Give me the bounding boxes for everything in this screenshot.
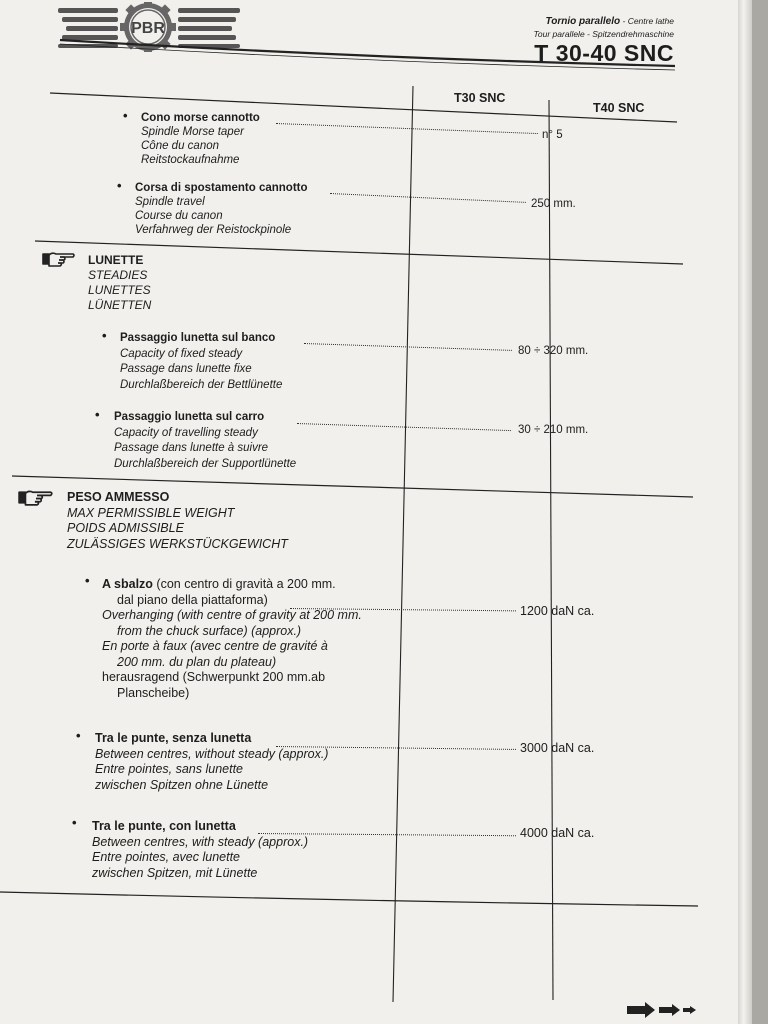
entry-a-sbalzo: A sbalzo (con centro di gravità a 200 mm. dal piano della piattaforma) Overhanging (with centre of gravity at 200 mm. from the chuck surface) (approx.) En porte à faux (avec centre de gravité à 200 mm. du plan du plateau) herausragend (Schwerpunkt 200 mm.ab Planscheibe) <box>102 577 362 700</box>
arrow-right-icon[interactable] <box>627 1001 697 1019</box>
value-lunetta-banco: 80 ÷ 320 mm. <box>518 345 589 357</box>
entry-lunetta-carro: Passaggio lunetta sul carro Capacity of travelling steady Passage dans lunette à suivre Durchlaßbereich der Supportlünette <box>114 411 297 470</box>
value-cono-morse: n° 5 <box>542 129 563 141</box>
bullet: • <box>95 407 100 422</box>
bullet: • <box>117 178 122 193</box>
page-shadow <box>752 0 768 1024</box>
bullet: • <box>102 328 107 343</box>
entry-lunetta-banco: Passaggio lunetta sul banco Capacity of fixed steady Passage dans lunette fixe Durchlaßbereich der Bettlünette <box>120 332 283 391</box>
section-lunette: LUNETTE STEADIES LUNETTES LÜNETTEN <box>88 253 152 312</box>
bullet: • <box>123 108 128 123</box>
entry-cono-morse: Cono morse cannotto Spindle Morse taper Cône du canon Reitstockaufnahme <box>141 112 260 166</box>
entry-senza-lunetta: Tra le punte, senza lunetta Between centres, without steady (approx.) Entre pointes, sans lunette zwischen Spitzen ohne Lünette <box>95 731 329 792</box>
value-senza-lunetta: 3000 daN ca. <box>520 741 595 755</box>
value-a-sbalzo: 1200 daN ca. <box>520 604 595 618</box>
section-peso-ammesso: PESO AMMESSO MAX PERMISSIBLE WEIGHT POIDS ADMISSIBLE ZULÄSSIGES WERKSTÜCKGEWICHT <box>67 490 288 551</box>
value-con-lunetta: 4000 daN ca. <box>520 826 595 840</box>
bullet: • <box>85 573 90 588</box>
svg-text:PBR: PBR <box>131 20 165 37</box>
column-header-t40: T40 SNC <box>593 101 645 115</box>
pointing-hand-icon <box>41 250 77 268</box>
model-name: T 30-40 SNC <box>534 40 674 66</box>
header-subtitle: Tour parallele - Spitzendrehmaschine <box>533 29 674 39</box>
pointing-hand-icon <box>17 488 55 507</box>
entry-con-lunetta: Tra le punte, con lunetta Between centres, with steady (approx.) Entre pointes, avec lunette zwischen Spitzen, mit Lünette <box>92 819 309 880</box>
entry-corsa-cannotto: Corsa di spostamento cannotto Spindle travel Course du canon Verfahrweg der Reistockpinole <box>135 182 308 236</box>
bullet: • <box>76 728 81 743</box>
column-header-t30: T30 SNC <box>454 91 506 105</box>
value-lunetta-carro: 30 ÷ 210 mm. <box>518 424 589 436</box>
page-edge <box>738 0 752 1024</box>
bullet: • <box>72 815 77 830</box>
value-corsa-cannotto: 250 mm. <box>531 198 576 210</box>
header-title: Tornio parallelo - Centre lathe <box>545 16 674 27</box>
